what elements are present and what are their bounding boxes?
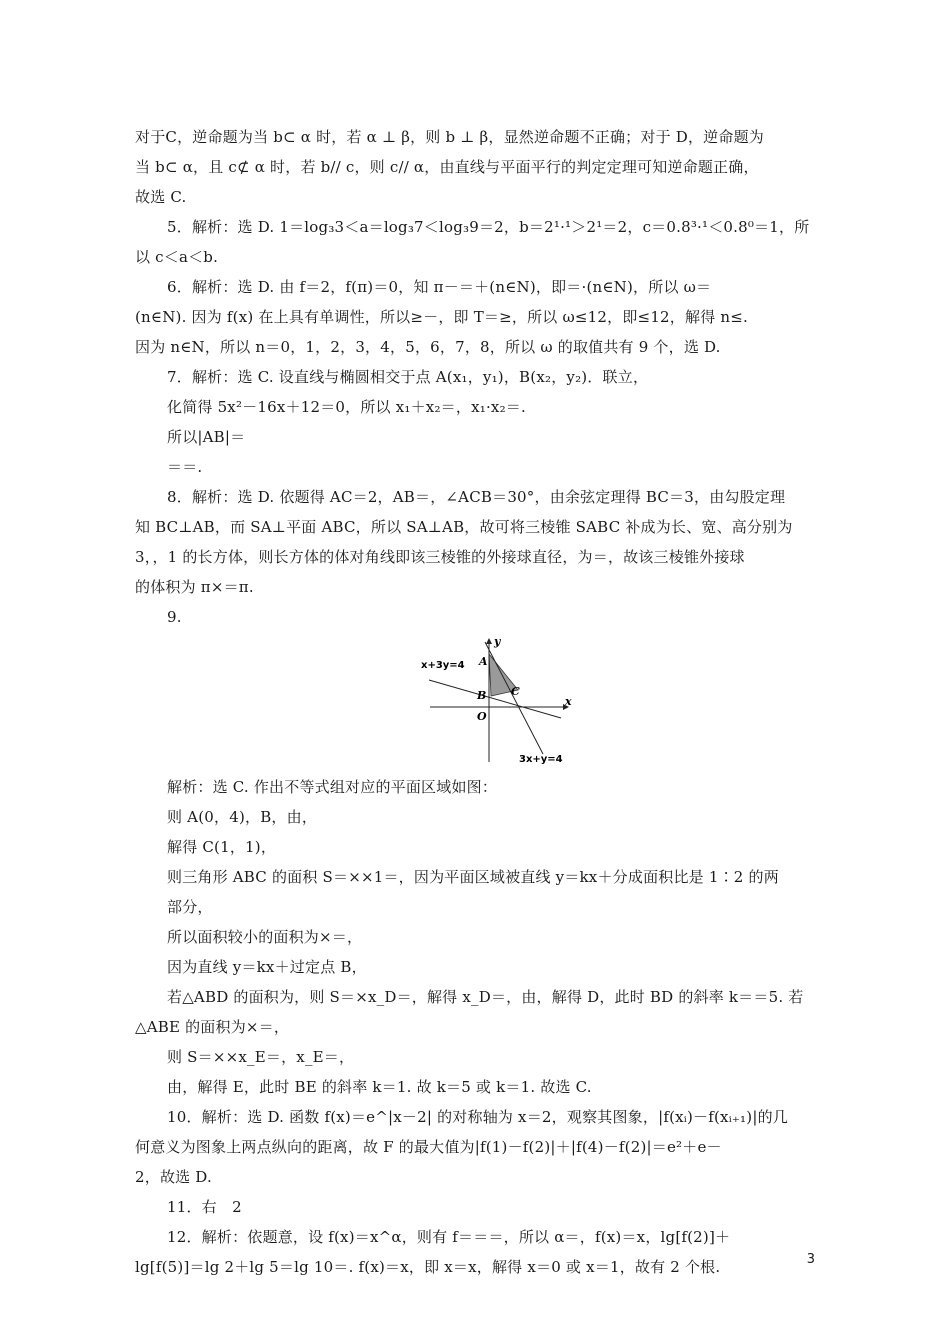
point-a-label: A [479, 655, 488, 668]
origin-label: O [477, 710, 487, 723]
x-axis-label: x [565, 695, 572, 708]
answer-12-line: 12．解析：依题意，设 f(x)＝x^α，则有 f＝＝＝，所以 α＝，f(x)＝x，lg[f(2)]＋ [167, 1228, 731, 1246]
text-line: 因为 n∈N，所以 n＝0，1，2，3，4，5，6，7，8，所以 ω 的取值共有 9 个，选 D. [135, 338, 721, 356]
text-line: 故选 C. [135, 188, 187, 206]
text-line: 由，解得 E，此时 BE 的斜率 k＝1. 故 k＝5 或 k＝1. 故选 C. [167, 1078, 592, 1096]
text-line: lg[f(5)]＝lg 2＋lg 5＝lg 10＝. f(x)＝x，即 x＝x，解得 x＝0 或 x＝1，故有 2 个根. [135, 1258, 721, 1276]
point-c-label: C [511, 685, 520, 698]
text-line: 当 b⊂ α，且 c⊄ α 时，若 b// c，则 c// α，由直线与平面平行的判定定理可知逆命题正确， [135, 158, 759, 176]
text-line: 则三角形 ABC 的面积 S＝××1＝，因为平面区域被直线 y＝kx＋分成面积比是 1∶2 的两 [167, 868, 779, 886]
answer-8-line: 8．解析：选 D. 依题得 AC＝2，AB＝，∠ACB＝30°，由余弦定理得 BC＝3，由勾股定理 [167, 488, 786, 506]
text-line: 则 S＝××x_E＝，x_E＝， [167, 1048, 355, 1066]
answer-5-line: 5．解析：选 D. 1＝log₃3＜a＝log₃7＜log₃9＝2，b＝2¹·¹＞2¹＝2，c＝0.8³·¹＜0.8⁰＝1，所 [167, 218, 810, 236]
text-line: 何意义为图象上两点纵向的距离，故 F 的最大值为|f(1)－f(2)|＋|f(4)－f(2)|＝e²＋e－ [135, 1138, 722, 1156]
label-line-2: 3x+y=4 [519, 754, 563, 765]
text-line: 对于C，逆命题为当 b⊂ α 时，若 α ⊥ β，则 b ⊥ β，显然逆命题不正确；对于 D，逆命题为 [135, 128, 764, 146]
text-line: 的体积为 π×＝π. [135, 578, 254, 596]
text-line: (n∈N). 因为 f(x) 在上具有单调性，所以≥－，即 T＝≥，所以 ω≤12，即≤12，解得 n≤. [135, 308, 748, 326]
text-line: 化简得 5x²－16x＋12＝0，所以 x₁＋x₂＝，x₁·x₂＝. [167, 398, 526, 416]
text-line: ＝＝. [167, 458, 203, 476]
text-line: 所以面积较小的面积为×＝， [167, 928, 363, 946]
y-axis-arrow [486, 638, 492, 644]
text-line: △ABE 的面积为×＝， [135, 1018, 290, 1036]
text-line: 因为直线 y＝kx＋过定点 B， [167, 958, 367, 976]
text-line: 部分， [167, 898, 213, 916]
answer-9-number: 9. [167, 608, 182, 626]
text-line: 以 c＜a＜b. [135, 248, 219, 266]
text-line: 3，，1 的长方体，则长方体的体对角线即该三棱锥的外接球直径，为＝，故该三棱锥外接球 [135, 548, 745, 566]
y-axis-label: y [494, 635, 501, 648]
answer-10-line: 10．解析：选 D. 函数 f(x)＝e^|x－2| 的对称轴为 x＝2，观察其图象，|f(xᵢ)－f(xᵢ₊₁)|的几 [167, 1108, 788, 1126]
answer-7-line: 7．解析：选 C. 设直线与椭圆相交于点 A(x₁，y₁)，B(x₂，y₂)．联立， [167, 368, 649, 386]
point-b-label: B [477, 689, 487, 702]
page-number: 3 [806, 1252, 815, 1267]
coordinate-graph [415, 634, 575, 768]
answer-11-line: 11．右 2 [167, 1198, 242, 1216]
text-line: 解得 C(1，1)， [167, 838, 277, 856]
text-line: 解析：选 C. 作出不等式组对应的平面区域如图： [167, 778, 498, 796]
text-line: 2，故选 D. [135, 1168, 212, 1186]
text-line: 则 A(0，4)，B，由， [167, 808, 318, 826]
line-3x-plus-y [485, 642, 543, 754]
label-line-1: x+3y=4 [421, 660, 465, 671]
feasible-region-figure [135, 632, 815, 772]
answer-6-line: 6．解析：选 D. 由 f＝2，f(π)＝0，知 π－＝＋(n∈N)，即＝·(n∈N)，所以 ω＝ [167, 278, 712, 296]
text-line: 若△ABD 的面积为，则 S＝×x_D＝，解得 x_D＝，由，解得 D，此时 BD 的斜率 k＝＝5. 若 [167, 988, 804, 1006]
text-line: 所以|AB|＝ [167, 428, 246, 446]
text-line: 知 BC⊥AB，而 SA⊥平面 ABC，所以 SA⊥AB，故可将三棱锥 SABC 补成为长、宽、高分别为 [135, 518, 793, 536]
answer-text [135, 122, 815, 1282]
